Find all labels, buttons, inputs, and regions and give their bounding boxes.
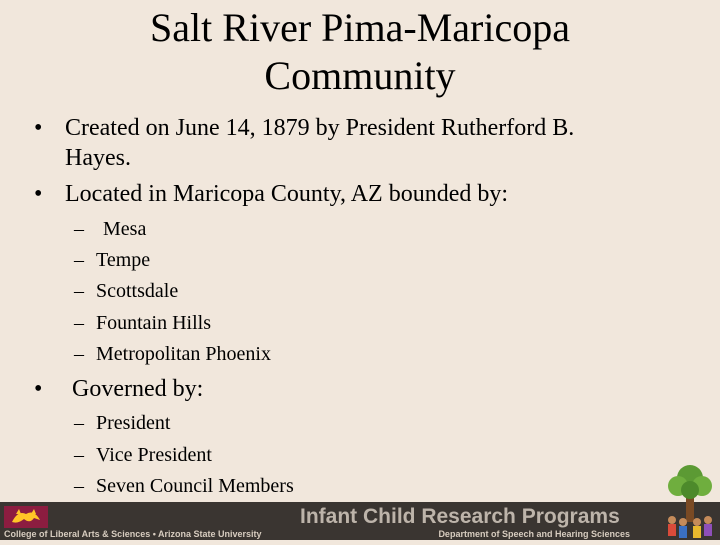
title-line-2: Community bbox=[264, 53, 456, 98]
sub-bullet-item bbox=[74, 472, 374, 500]
bullet-marker: • bbox=[34, 115, 43, 141]
sub-bullet-text: Vice President bbox=[96, 444, 212, 466]
sub-bullet-item bbox=[74, 246, 374, 274]
dash-marker: – bbox=[74, 218, 84, 240]
bullet-text: Governed by: bbox=[72, 376, 204, 402]
sub-bullet-text: Tempe bbox=[96, 249, 151, 271]
dash-marker: – bbox=[74, 280, 84, 302]
title-line-1: Salt River Pima-Maricopa bbox=[150, 5, 570, 50]
bullet-text-line-1: Created on June 14, 1879 by President Rutherford B. bbox=[65, 115, 575, 141]
dash-marker: – bbox=[74, 444, 84, 466]
bullet-marker: • bbox=[34, 181, 43, 207]
bullet-item bbox=[34, 112, 694, 176]
sub-bullet-item bbox=[74, 309, 374, 337]
sub-bullet-text: Mesa bbox=[103, 218, 147, 240]
footer-bar bbox=[0, 502, 720, 540]
asu-sun-devil-logo bbox=[4, 506, 48, 528]
department-name: Department of Speech and Hearing Sciences bbox=[438, 529, 630, 539]
bullet-text-line-2: Hayes. bbox=[65, 145, 131, 171]
bullet-item bbox=[34, 178, 694, 210]
sub-bullet-text: Metropolitan Phoenix bbox=[96, 343, 271, 365]
sub-bullet-text: Seven Council Members bbox=[96, 475, 294, 497]
sub-bullet-item bbox=[74, 441, 374, 469]
tree-children-icon bbox=[664, 462, 716, 540]
sun-devil-mark bbox=[4, 506, 48, 528]
sub-bullet-item bbox=[74, 215, 374, 243]
bullet-text: Located in Maricopa County, AZ bounded by: bbox=[65, 181, 509, 207]
sub-bullet-text: Scottsdale bbox=[96, 280, 179, 302]
sub-bullet-item bbox=[74, 409, 374, 437]
sub-bullet-text: President bbox=[96, 412, 171, 434]
sub-bullet-item bbox=[74, 340, 374, 368]
bullet-marker: • bbox=[34, 376, 43, 402]
dash-marker: – bbox=[74, 312, 84, 334]
dash-marker: – bbox=[74, 412, 84, 434]
program-name: Infant Child Research Programs bbox=[300, 505, 620, 528]
sub-bullet-text: Fountain Hills bbox=[96, 312, 212, 334]
dash-marker: – bbox=[74, 343, 84, 365]
dash-marker: – bbox=[74, 249, 84, 271]
dash-marker: – bbox=[74, 475, 84, 497]
bullet-item bbox=[34, 373, 694, 405]
sub-bullet-item bbox=[74, 277, 374, 305]
college-name: College of Liberal Arts & Sciences • Arizona State University bbox=[4, 529, 262, 539]
